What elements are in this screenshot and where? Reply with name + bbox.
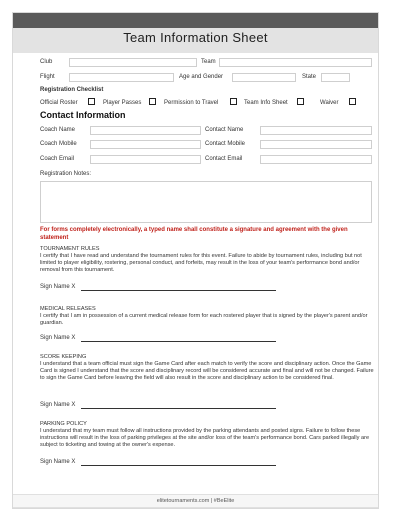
coach-mobile-field[interactable] (90, 140, 201, 149)
team-label: Team (201, 59, 216, 65)
contact-heading: Contact Information (40, 110, 126, 120)
sign-name-label-1: Sign Name X (40, 284, 76, 290)
signature-line-2[interactable] (81, 341, 276, 342)
coach-name-label: Coach Name (40, 127, 76, 133)
signature-line-4[interactable] (81, 465, 276, 466)
policy-text-parking-policy: I understand that my team must follow all instructions provided by the parking attendants and posted signs. Failure to follow these instructions will result in the loss of parking privileges at the site and/or loss of the team's performance bond. Cars parked illegally are subject to ticketing and towing at the owner's expense. (40, 428, 370, 448)
club-field[interactable] (69, 58, 197, 67)
contact-email-field[interactable] (260, 155, 372, 164)
coach-email-field[interactable] (90, 155, 201, 164)
contact-mobile-label: Contact Mobile (205, 141, 246, 147)
policy-text-score-keeping: I understand that a team official must sign the Game Card after each match to verify the score and disciplinary action. Once the Game Card is signed I understand that the score and disciplinary record will be considered accurate and final and will not be changed. Failure to sign the Game Card before leaving the field will also result in the score and disciplinary action to be considered final. (40, 361, 374, 381)
footer (13, 494, 378, 508)
footer-text: elitetournaments.com | #BeElite (156, 498, 235, 504)
contact-email-label: Contact Email (205, 156, 243, 162)
state-label: State (302, 74, 317, 80)
policy-title-medical-releases: MEDICAL RELEASES (40, 306, 96, 312)
header-band (13, 13, 378, 53)
checkbox-official-roster[interactable] (88, 98, 95, 105)
checklist-team-info-sheet: Team Info Sheet (244, 100, 288, 106)
contact-name-label: Contact Name (205, 127, 244, 133)
state-field[interactable] (321, 73, 350, 82)
signature-line-3[interactable] (81, 408, 276, 409)
team-field[interactable] (219, 58, 372, 67)
flight-field[interactable] (69, 73, 174, 82)
electronic-signature-notice: For forms completely electronically, a typed name shall constitute a signature and agreement with the given statement (40, 227, 348, 241)
club-label: Club (40, 59, 53, 65)
age-gender-label: Age and Gender (179, 74, 224, 80)
age-gender-field[interactable] (232, 73, 296, 82)
contact-name-field[interactable] (260, 126, 372, 135)
sign-name-label-3: Sign Name X (40, 402, 76, 408)
contact-mobile-field[interactable] (260, 140, 372, 149)
policy-title-score-keeping: SCORE KEEPING (40, 354, 87, 360)
policy-text-medical-releases: I certify that I am in possession of a current medical release form for each rostered player that is signed by the player's parent and/or guardian. (40, 313, 368, 326)
coach-email-label: Coach Email (40, 156, 75, 162)
registration-notes-label: Registration Notes: (40, 171, 92, 177)
checklist-waiver: Waiver (320, 100, 339, 106)
sign-name-label-2: Sign Name X (40, 335, 76, 341)
checkbox-player-passes[interactable] (149, 98, 156, 105)
checklist-official-roster: Official Roster (40, 100, 78, 106)
checklist-permission-to-travel: Permission to Travel (164, 100, 219, 106)
form-sheet (12, 12, 379, 509)
policy-title-tournament-rules: TOURNAMENT RULES (40, 246, 100, 252)
flight-label: Flight (40, 74, 55, 80)
checkbox-permission-to-travel[interactable] (230, 98, 237, 105)
coach-name-field[interactable] (90, 126, 201, 135)
registration-notes-field[interactable] (40, 181, 372, 223)
policy-text-tournament-rules: I certify that I have read and understand the tournament rules for this event. Failure to abide by tournament rules, including but not limited to player eligibility, rostering, personal conduct, and forfeits, may result in the loss of your team's performance bond and/or removal from this tournament. (40, 253, 362, 273)
policy-title-parking-policy: PARKING POLICY (40, 421, 87, 427)
page-title: Team Information Sheet (123, 30, 268, 45)
coach-mobile-label: Coach Mobile (40, 141, 77, 147)
checklist-player-passes: Player Passes (103, 100, 142, 106)
sign-name-label-4: Sign Name X (40, 459, 76, 465)
checkbox-team-info-sheet[interactable] (297, 98, 304, 105)
checklist-heading: Registration Checklist (40, 87, 104, 93)
checkbox-waiver[interactable] (349, 98, 356, 105)
signature-line-1[interactable] (81, 290, 276, 291)
